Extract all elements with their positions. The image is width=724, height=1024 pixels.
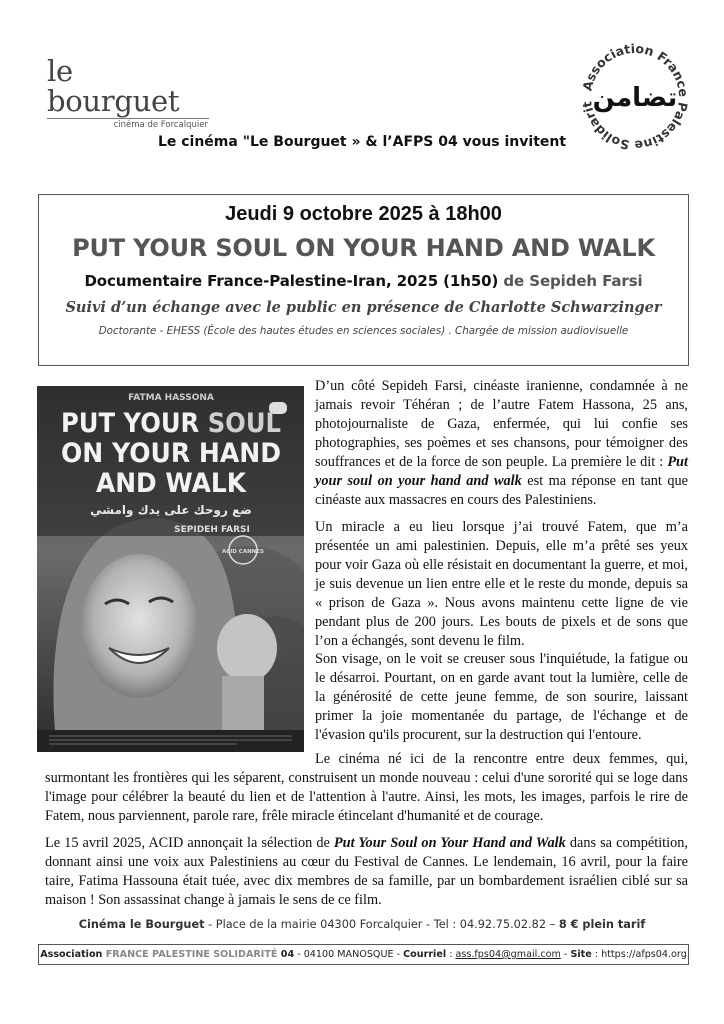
cinema-logo: [47, 56, 212, 130]
paragraph-miracle: Un miracle a eu lieu lorsque j’ai trouvé Fatem, que m’a présentée un ami palestinien. Depuis, elle m’a prêté ses yeux pour voir Gaza où elle résistait en documentant la guerre, et moi, je suis devenue un lien entre elle et le reste du monde, depuis sa « prison de Gaza ». Nous avons maintenu cette ligne de vie pendant plus de 200 jours. Les bouts de pixels et de sons que l’on a échangés, sont devenu le film.: [315, 519, 688, 649]
paragraph-face: Son visage, on le voit se creuser sous l'inquiétude, la fatigue ou le désarroi. Pourtant, on en garde avant tout la lumière, celle de la générosité de cette jeune femme, de son sourire, laissant primer la joie momentanée du partage, de l'échange et de l'évasion qu'ils procurent, sur la destruction qui l'entoure.: [315, 651, 688, 743]
afps-logo-arabic: تضامن: [592, 83, 678, 113]
assoc-site-link[interactable]: : https://afps04.org: [591, 949, 687, 960]
cinema-info-line: [0, 918, 724, 931]
assoc-site-label: Site: [570, 949, 592, 960]
assoc-mail-sep: :: [446, 949, 456, 960]
paragraph-intro-text: D’un côté Sepideh Farsi, cinéaste iranienne, condamnée à ne jamais revoir Téhéran ; de l’autre Fatem Hassona, 25 ans, photojournaliste de Gaza, enfermée, qui lui confie ses photographies, ses poèmes et ses chansons, pour témoigner des souffrances et de la force de son peuple. La première le dit :: [315, 378, 688, 470]
association-contact-box: [38, 944, 689, 965]
poster-director: SEPIDEH FARSI: [174, 525, 250, 535]
svg-text:PUT YOUR SOUL: [61, 408, 290, 439]
assoc-label: Association: [40, 949, 106, 960]
film-director: de Sepideh Farsi: [498, 272, 643, 290]
followup-line: Suivi d’un échange avec le public en présence de Charlotte Schwarzinger: [65, 299, 662, 316]
cinema-logo-name: le bourguet: [47, 54, 180, 118]
cinema-info-name: Cinéma le Bourguet: [78, 918, 205, 931]
poster-title-soul: SOUL: [207, 408, 290, 439]
film-title: PUT YOUR SOUL ON YOUR HAND AND WALK: [72, 234, 655, 262]
paragraph-intro-end: est ma réponse en tant que cinéaste aux massacres en cours des Palestiniens.: [315, 473, 688, 508]
poster-badge: ACID CANNES: [221, 549, 265, 555]
assoc-site-sep: -: [560, 949, 571, 960]
assoc-dept: 04: [277, 949, 295, 960]
invitation-line: Le cinéma "Le Bourguet » & l’AFPS 04 vous invitent: [157, 134, 567, 150]
paragraph-intro: [315, 377, 688, 510]
film-description: [39, 272, 688, 290]
paragraph-cannes: [45, 834, 688, 910]
assoc-mail-label: Courriel: [403, 949, 447, 960]
guest-role: Doctorante - EHESS (École des hautes études en sciences sociales) . Chargée de mission audiovisuelle: [98, 325, 629, 337]
afps-logo-ring-text: Association France Palestine Solidarit: [579, 40, 692, 154]
poster-title-part1: PUT YOUR: [61, 408, 225, 439]
cinema-info-price: 8 € plein tarif: [558, 918, 646, 931]
paragraph-intro-film-title: Put your soul on your hand and walk: [315, 454, 688, 489]
poster-title-line2: ON YOUR HAND: [61, 438, 281, 469]
paragraph-cannes-start: Le 15 avril 2025, ACID annonçait la sélection de: [45, 835, 334, 851]
event-box: [38, 194, 689, 366]
poster-arabic-title: ضع روحك على يدك وامشي: [90, 503, 252, 517]
paragraph-cannes-end: dans sa compétition, donnant ainsi une voix aux Palestiniens au cœur du Festival de Cannes. Le lendemain, 16 avril, pour la faire taire, Fatima Hassouna était tuée, avec dix membres de sa famille, par un bombardement israélien ciblé sur sa maison ! Son assassinat change à jamais le sens de ce film.: [45, 835, 688, 908]
cinema-info-address: - Place de la mairie 04300 Forcalquier - Tel : 04.92.75.02.82 –: [204, 918, 559, 931]
event-date: Jeudi 9 octobre 2025 à 18h00: [225, 203, 502, 225]
film-genre: Documentaire France-Palestine-Iran, 2025 (1h50): [84, 272, 499, 290]
paragraph-cannes-film-title: Put Your Soul on Your Hand and Walk: [333, 835, 566, 851]
poster-title-line3: AND WALK: [96, 468, 247, 499]
assoc-city: - 04100 MANOSQUE -: [294, 949, 404, 960]
poster-image: [37, 386, 304, 752]
film-poster: [37, 386, 304, 752]
assoc-name: FRANCE PALESTINE SOLIDARITÉ: [105, 949, 278, 960]
cinema-logo-subtitle: cinéma de Forcalquier: [113, 120, 208, 130]
assoc-email-link[interactable]: ass.fps04@gmail.com: [455, 949, 561, 960]
paragraph-cinema: Le cinéma né ici de la rencontre entre deux femmes, qui, surmontant les frontières qui les séparent, construisent un monde nouveau : celui d'une sororité qui se loge dans l'image pour célébrer la beauté du lien et de l'attention à l'autre. Ainsi, les mots, les images, parfois le rire de Fatem, nous parviennent, parole rare, frêle miracle étincelant d'humanité et de courage.: [45, 751, 688, 824]
cinema-logo-rule: [47, 118, 209, 119]
poster-top-name: FATMA HASSONA: [128, 393, 214, 403]
